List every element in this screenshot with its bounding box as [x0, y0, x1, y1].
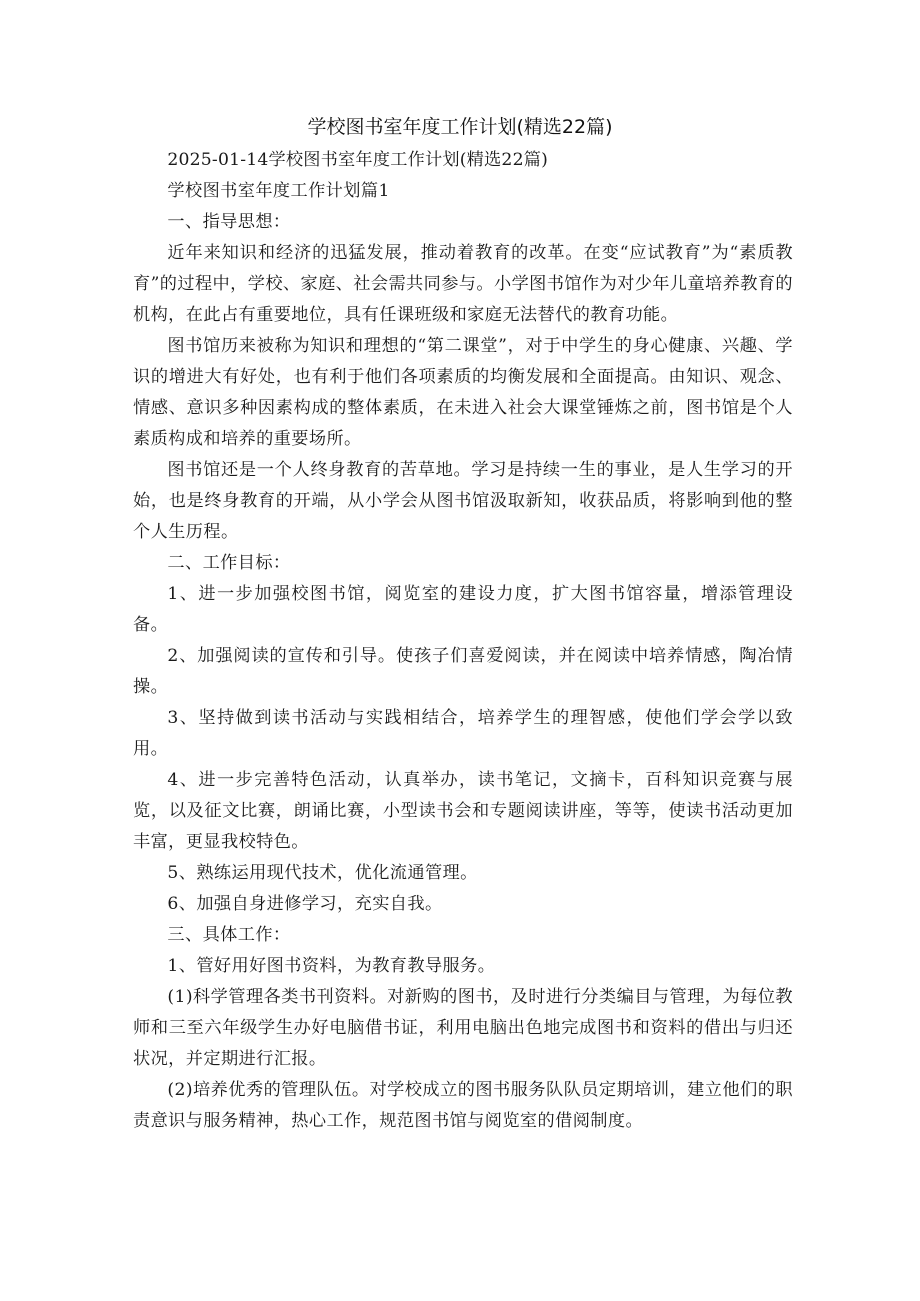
list-item: (2)培养优秀的管理队伍。对学校成立的图书服务队队员定期培训，建立他们的职责意识与服务精神，热心工作，规范图书馆与阅览室的借阅制度。 [133, 1080, 793, 1131]
paragraph: 图书馆历来被称为知识和理想的“第二课堂”，对于中学生的身心健康、兴趣、学识的增进大有好处，也有利于他们各项素质的均衡发展和全面提高。由知识、观念、情感、意识多种因素构成的整体素质，在未进入社会大课堂锤炼之前，图书馆是个人素质构成和培养的重要场所。 [133, 336, 793, 449]
heading-specific-work: 三、具体工作： [167, 925, 291, 945]
paragraph: 近年来知识和经济的迅猛发展，推动着教育的改革。在变“应试教育”为“素质教育”的过程中，学校、家庭、社会需共同参与。小学图书馆作为对少年儿童培养教育的机构，在此占有重要地位，具有任课班级和家庭无法替代的教育功能。 [133, 243, 793, 325]
date-line: 2025-01-14学校图书室年度工作计划(精选22篇) [167, 150, 548, 170]
heading-work-goals: 二、工作目标： [167, 553, 291, 573]
paragraph: 图书馆还是一个人终身教育的苦草地。学习是持续一生的事业，是人生学习的开始，也是终身教育的开端，从小学会从图书馆汲取新知，收获品质，将影响到他的整个人生历程。 [133, 460, 793, 542]
list-item: 3、坚持做到读书活动与实践相结合，培养学生的理智感，使他们学会学以致用。 [133, 708, 793, 759]
section-subtitle: 学校图书室年度工作计划篇1 [167, 181, 390, 201]
list-item: 4、进一步完善特色活动，认真举办，读书笔记，文摘卡，百科知识竞赛与展览，以及征文比赛，朗诵比赛，小型读书会和专题阅读讲座，等等，使读书活动更加丰富，更显我校特色。 [133, 770, 793, 852]
document-title: 学校图书室年度工作计划(精选22篇) [307, 116, 613, 138]
list-item: 6、加强自身进修学习，充实自我。 [167, 894, 443, 914]
document-body [133, 145, 793, 1137]
list-item: 1、管好用好图书资料，为教育教导服务。 [167, 956, 496, 976]
list-item: 5、熟练运用现代技术，优化流通管理。 [167, 863, 478, 883]
heading-guiding-ideology: 一、指导思想： [167, 212, 291, 232]
list-item: 1、进一步加强校图书馆，阅览室的建设力度，扩大图书馆容量，增添管理设备。 [133, 584, 793, 635]
list-item: 2、加强阅读的宣传和引导。使孩子们喜爱阅读，并在阅读中培养情感，陶冶情操。 [133, 646, 793, 697]
list-item: (1)科学管理各类书刊资料。对新购的图书，及时进行分类编目与管理，为每位教师和三至六年级学生办好电脑借书证，利用电脑出色地完成图书和资料的借出与归还状况，并定期进行汇报。 [133, 987, 793, 1069]
